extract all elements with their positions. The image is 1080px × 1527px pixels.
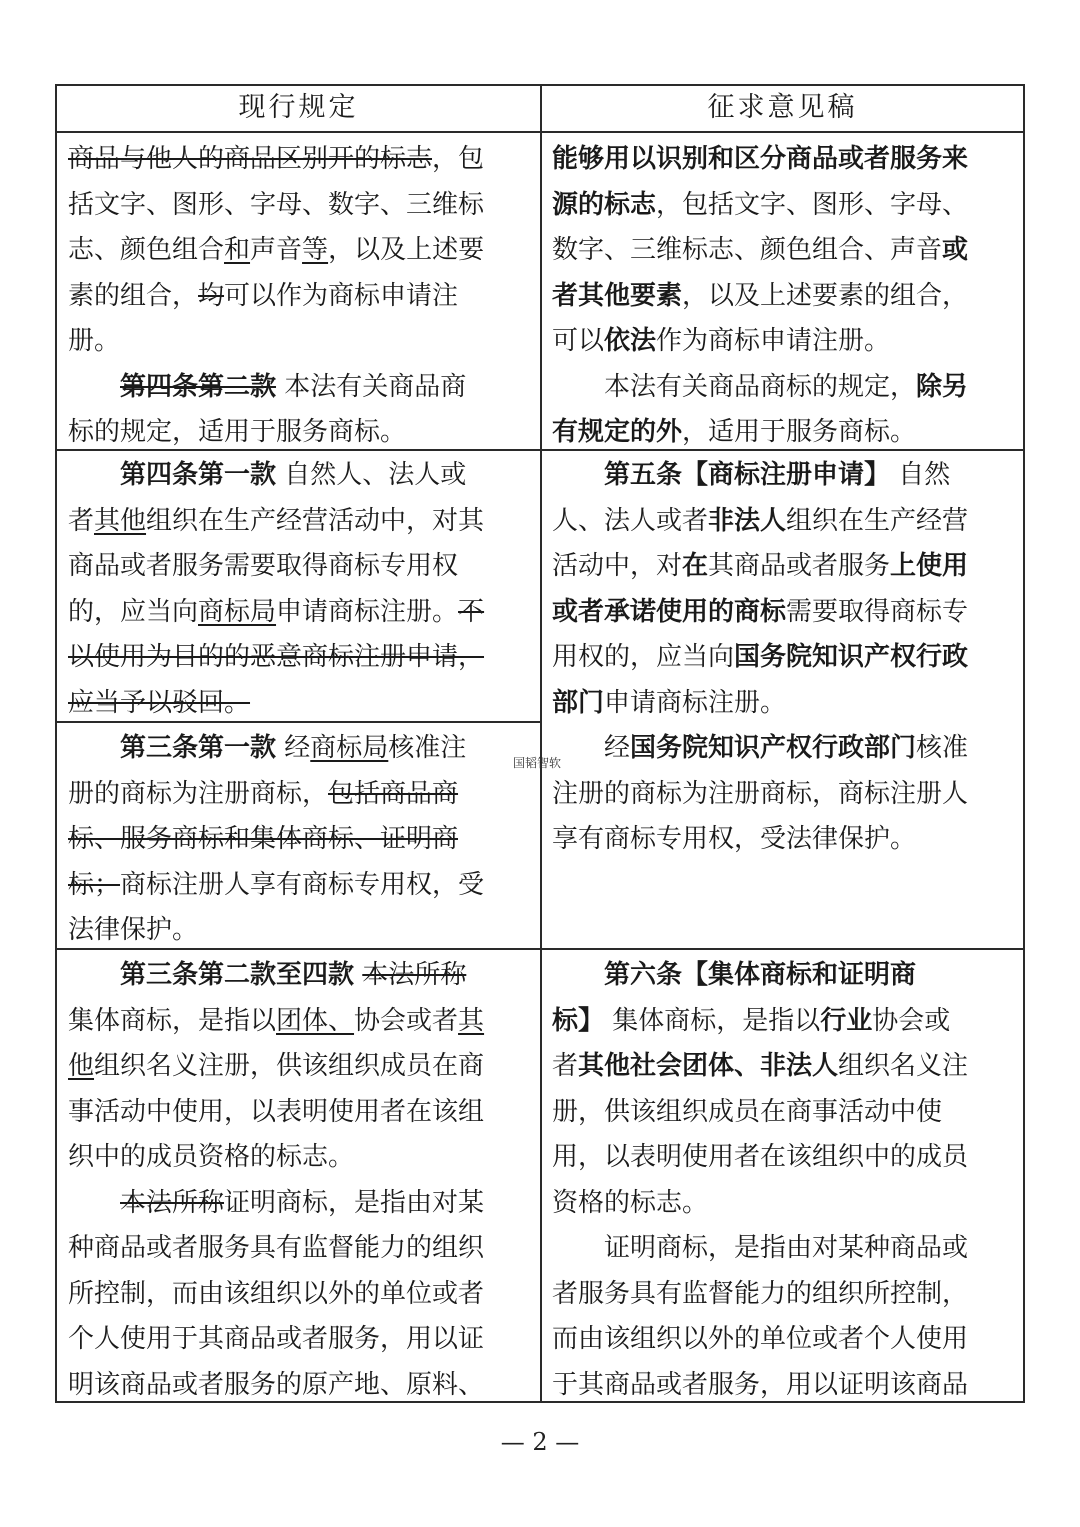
text: 可以作为商标申请注 xyxy=(224,280,459,311)
column-divider xyxy=(540,84,542,1403)
text-line: 册，供该组织成员在商事活动中使 xyxy=(552,1096,943,1127)
text: 册的商标为注册商标， xyxy=(68,778,329,809)
text-line: 者服务具有监督能力的组织所控制， xyxy=(552,1278,969,1309)
row2-left-upper-cell xyxy=(68,453,528,726)
text: 声音 xyxy=(250,235,303,265)
underlined-text: 其他 xyxy=(94,505,147,536)
text-line: 标的规定，适用于服务商标。 xyxy=(68,417,407,447)
text-line: 能够用以识别和区分商品或者服务来 xyxy=(552,144,969,174)
text-line: 事活动中使用，以表明使用者在该组 xyxy=(68,1096,485,1127)
added-text: 国务院知识产权行政部门 xyxy=(630,733,917,763)
text-line: 册。 xyxy=(68,326,121,356)
text-line: 资格的标志。 xyxy=(552,1187,709,1218)
added-text: 者其他要素 xyxy=(552,280,683,311)
underlined-text: 团体、 xyxy=(276,1005,355,1036)
text-line: 于其商品或者服务，用以证明该商品 xyxy=(552,1369,969,1400)
text: 可以 xyxy=(552,326,605,356)
deleted-text: 本法所称 xyxy=(120,1187,225,1218)
text: 志、颜色组合 xyxy=(68,235,225,265)
deleted-text: 应当予以驳回。 xyxy=(68,687,251,718)
added-text: 行业 xyxy=(820,1005,873,1036)
underlined-text: 商标局 xyxy=(198,596,277,627)
header-current-rules: 现行规定 xyxy=(238,92,359,123)
text: 人、法人或者 xyxy=(552,505,709,536)
text-line: 而由该组织以外的单位或者个人使用 xyxy=(552,1324,969,1354)
article-title: 第六条【集体商标和证明商 xyxy=(604,960,917,990)
text-line: 括文字、图形、字母、数字、三维标 xyxy=(68,189,485,220)
text: 经 xyxy=(604,733,631,763)
added-text: 有规定的外 xyxy=(552,417,683,447)
text: 组织名义注 xyxy=(838,1051,969,1081)
text: 本法有关商品商标的规定， xyxy=(604,371,917,402)
row3-right-cell xyxy=(552,953,1014,1408)
added-text: 源的标志 xyxy=(552,189,657,220)
row2-right-cell xyxy=(552,453,1014,863)
text-line: 明该商品或者服务的原产地、原料、 xyxy=(68,1369,485,1400)
text: 组织名义注册，供该组织成员在商 xyxy=(94,1051,485,1081)
text-line: 个人使用于其商品或者服务，用以证 xyxy=(68,1324,485,1354)
text: 证明商标，是指由对某 xyxy=(224,1187,485,1218)
text: 集体商标，是指以 xyxy=(604,1005,821,1036)
underlined-text: 其 xyxy=(458,1005,485,1036)
header-draft: 征求意见稿 xyxy=(707,92,858,123)
text: 核准 xyxy=(916,733,969,763)
row1-right-cell xyxy=(552,137,1014,456)
text: ，包 xyxy=(432,144,485,174)
added-text: 或者承诺使用的商标 xyxy=(552,596,787,627)
article-title: 标】 xyxy=(552,1005,605,1036)
row2-left-lower-cell xyxy=(68,726,528,954)
underlined-text: 他 xyxy=(68,1051,95,1081)
text: 组织在生产经营 xyxy=(786,505,969,536)
text: ，以及上述要素的组合， xyxy=(682,280,969,311)
deleted-text: 标、服务商标和集体商标、证明商 xyxy=(68,824,459,854)
text: 协会或 xyxy=(872,1005,951,1036)
added-text: 部门 xyxy=(552,687,605,718)
header-divider xyxy=(55,131,1025,133)
deleted-text: 本法所称 xyxy=(362,960,467,990)
text: ，以及上述要 xyxy=(328,235,485,265)
text: 素的组合， xyxy=(68,280,199,311)
text-line: 法律保护。 xyxy=(68,915,199,945)
text: ，包括文字、图形、字母、 xyxy=(656,189,969,220)
deleted-text: 以使用为目的的恶意商标注册申请， xyxy=(68,642,485,672)
text: 申请商标注册。 xyxy=(604,687,787,718)
text-line: 用，以表明使用者在该组织中的成员 xyxy=(552,1142,969,1172)
text-line: 享有商标专用权，受法律保护。 xyxy=(552,824,917,854)
text: 组织在生产经营活动中，对其 xyxy=(146,505,485,536)
deleted-text: 商品与他人的商品区别开的标志 xyxy=(68,144,433,174)
added-text: 除另 xyxy=(916,371,969,402)
text: 活动中，对 xyxy=(552,551,683,581)
underlined-text: 商标局 xyxy=(310,733,389,763)
text: 申请商标注册。 xyxy=(276,596,459,627)
text: 自然人、法人或 xyxy=(276,460,467,490)
text: 数字、三维标志、颜色组合、声音 xyxy=(552,235,943,265)
added-text: 上使用 xyxy=(890,551,969,581)
deleted-text: 包括商品商 xyxy=(328,778,459,809)
text-line: 种商品或者服务具有监督能力的组织 xyxy=(68,1233,485,1263)
text-line: 注册的商标为注册商标，商标注册人 xyxy=(552,778,969,809)
deleted-text: 标； xyxy=(68,869,121,900)
text: 的，应当向 xyxy=(68,596,199,627)
article-label: 第四条第一款 xyxy=(120,460,277,490)
text: 商标注册人享有商标专用权，受 xyxy=(120,869,485,900)
text: 集体商标，是指以 xyxy=(68,1005,277,1036)
row1-left-cell xyxy=(68,137,528,456)
text: 经 xyxy=(276,733,311,763)
text: 作为商标申请注册。 xyxy=(656,326,891,356)
text: 需要取得商标专 xyxy=(786,596,969,627)
article-title: 第五条【商标注册申请】 xyxy=(604,460,891,490)
text-line: 织中的成员资格的标志。 xyxy=(68,1142,355,1172)
text: 自然 xyxy=(890,460,951,490)
added-text: 依法 xyxy=(604,326,657,356)
text: 者 xyxy=(552,1051,579,1081)
added-text: 或 xyxy=(942,235,969,265)
article-label: 第三条第二款至四款 xyxy=(120,960,355,990)
row3-left-cell xyxy=(68,953,528,1408)
article-label: 第三条第一款 xyxy=(120,733,277,763)
text-line: 证明商标，是指由对某种商品或 xyxy=(604,1233,969,1263)
watermark: 国韬智软 xyxy=(513,756,562,770)
underlined-text: 和 xyxy=(224,235,251,265)
page-number: — 2 — xyxy=(500,1428,580,1456)
deleted-text: 不 xyxy=(458,596,485,627)
added-text: 在 xyxy=(682,551,709,581)
text: ，适用于服务商标。 xyxy=(682,417,917,447)
article-label: 第四条第二款 xyxy=(120,371,277,402)
underlined-text: 等 xyxy=(302,235,329,265)
deleted-text: 均 xyxy=(198,280,225,311)
text: 本法有关商品商 xyxy=(276,371,467,402)
text: 核准注 xyxy=(388,733,467,763)
text: 用权的，应当向 xyxy=(552,642,735,672)
text: 者 xyxy=(68,505,95,536)
added-text: 其他社会团体、非法人 xyxy=(578,1051,839,1081)
added-text: 非法人 xyxy=(708,505,787,536)
text-line: 所控制，而由该组织以外的单位或者 xyxy=(68,1278,485,1309)
text-line: 商品或者服务需要取得商标专用权 xyxy=(68,551,459,581)
text: 其商品或者服务 xyxy=(708,551,891,581)
text: 协会或者 xyxy=(354,1005,459,1036)
added-text: 国务院知识产权行政 xyxy=(734,642,969,672)
